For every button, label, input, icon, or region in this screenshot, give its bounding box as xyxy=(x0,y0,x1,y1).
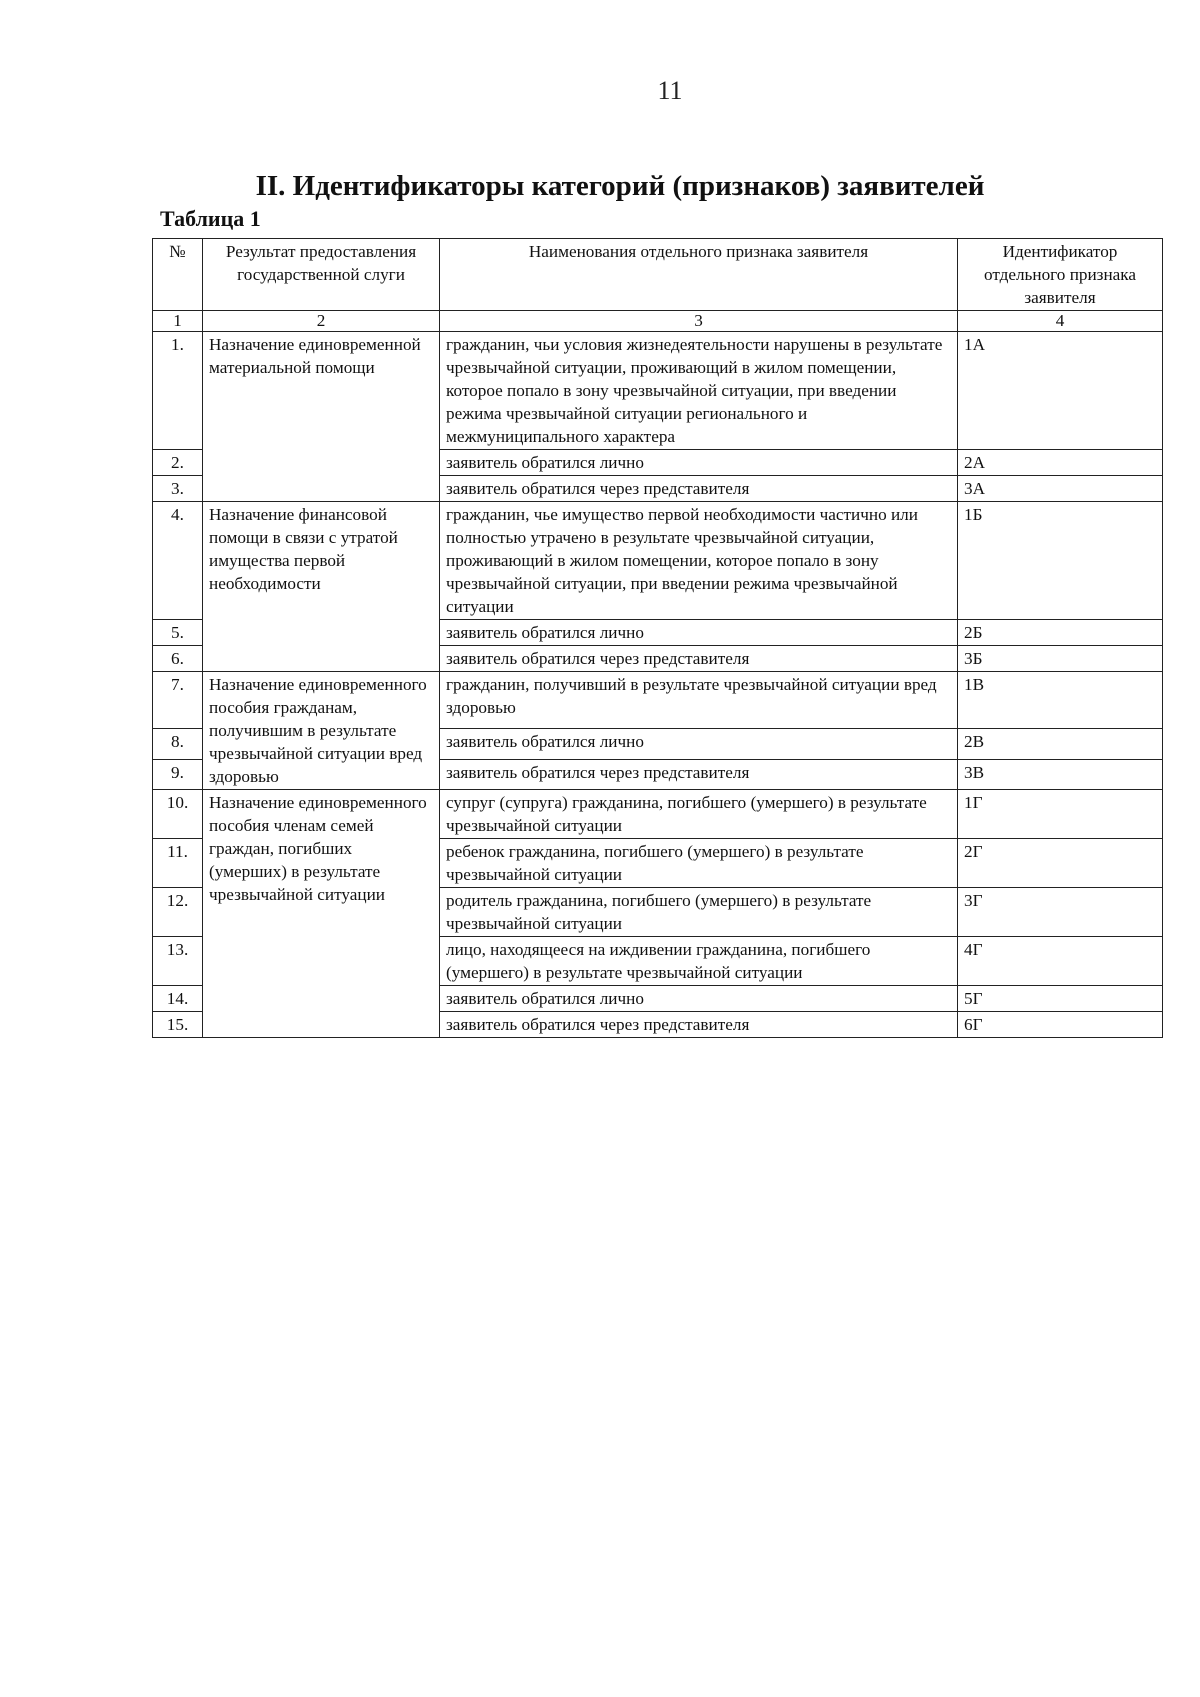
identifier-cell: 1В xyxy=(958,672,1163,729)
feature-name-cell: заявитель обратился лично xyxy=(440,986,958,1012)
feature-name-cell: гражданин, чьи условия жизнедеятельности нарушены в результате чрезвычайной ситуации, проживающий в жилом помещении, которое попало в зону чрезвычайной ситуации, при введении режима чрезвычайной ситуации регионального и межмуниципального характера xyxy=(440,332,958,450)
feature-name-cell: лицо, находящееся на иждивении гражданина, погибшего (умершего) в результате чрезвычайной ситуации xyxy=(440,937,958,986)
page-number: 11 xyxy=(657,76,683,105)
result-cell: Назначение финансовой помощи в связи с утратой имущества первой необходимости xyxy=(203,502,440,672)
identifier-cell: 3Г xyxy=(958,888,1163,937)
table-header-row xyxy=(153,239,1163,311)
row-number: 6. xyxy=(153,646,203,672)
identifier-cell: 1Б xyxy=(958,502,1163,620)
column-number-row xyxy=(153,311,1163,332)
feature-name-cell: гражданин, чье имущество первой необходимости частично или полностью утрачено в результате чрезвычайной ситуации, проживающий в жилом помещении, которое попало в зону чрезвычайной ситуации, при введении режима чрезвычайной ситуации xyxy=(440,502,958,620)
feature-name-cell: супруг (супруга) гражданина, погибшего (умершего) в результате чрезвычайной ситуации xyxy=(440,790,958,839)
header-feature-name: Наименования отдельного признака заявителя xyxy=(440,239,958,311)
row-number: 11. xyxy=(153,839,203,888)
identifier-cell: 2Б xyxy=(958,620,1163,646)
feature-name-cell: ребенок гражданина, погибшего (умершего) в результате чрезвычайной ситуации xyxy=(440,839,958,888)
identifier-cell: 2А xyxy=(958,450,1163,476)
feature-name-cell: заявитель обратился через представителя xyxy=(440,646,958,672)
feature-name-cell: заявитель обратился лично xyxy=(440,450,958,476)
section-title: II. Идентификаторы категорий (признаков) заявителей xyxy=(255,170,985,202)
applicant-identifiers-table xyxy=(152,238,1163,1038)
column-number: 2 xyxy=(203,311,440,332)
result-cell: Назначение единовременного пособия членам семей граждан, погибших (умерших) в результате чрезвычайной ситуации xyxy=(203,790,440,1038)
row-number: 4. xyxy=(153,502,203,620)
header-result: Результат предоставления государственной слуги xyxy=(203,239,440,311)
feature-name-cell: заявитель обратился через представителя xyxy=(440,476,958,502)
table-caption: Таблица 1 xyxy=(160,206,261,231)
result-cell: Назначение единовременной материальной помощи xyxy=(203,332,440,502)
row-number: 15. xyxy=(153,1012,203,1038)
row-number: 13. xyxy=(153,937,203,986)
feature-name-cell: родитель гражданина, погибшего (умершего) в результате чрезвычайной ситуации xyxy=(440,888,958,937)
identifier-cell: 4Г xyxy=(958,937,1163,986)
row-number: 9. xyxy=(153,759,203,789)
header-number: № xyxy=(153,239,203,311)
identifier-cell: 2В xyxy=(958,729,1163,759)
row-number: 7. xyxy=(153,672,203,729)
row-number: 12. xyxy=(153,888,203,937)
identifier-cell: 1А xyxy=(958,332,1163,450)
feature-name-cell: гражданин, получивший в результате чрезвычайной ситуации вред здоровью xyxy=(440,672,958,729)
row-number: 14. xyxy=(153,986,203,1012)
identifier-cell: 3В xyxy=(958,759,1163,789)
result-cell: Назначение единовременного пособия гражданам, получившим в результате чрезвычайной ситуации вред здоровью xyxy=(203,672,440,790)
row-number: 5. xyxy=(153,620,203,646)
column-number: 3 xyxy=(440,311,958,332)
identifier-cell: 5Г xyxy=(958,986,1163,1012)
row-number: 8. xyxy=(153,729,203,759)
header-identifier: Идентификатор отдельного признака заявителя xyxy=(958,239,1163,311)
identifier-cell: 3Б xyxy=(958,646,1163,672)
column-number: 1 xyxy=(153,311,203,332)
feature-name-cell: заявитель обратился лично xyxy=(440,620,958,646)
identifier-cell: 2Г xyxy=(958,839,1163,888)
column-number: 4 xyxy=(958,311,1163,332)
table-row xyxy=(153,790,1163,839)
identifier-cell: 3А xyxy=(958,476,1163,502)
row-number: 2. xyxy=(153,450,203,476)
table-row xyxy=(153,672,1163,729)
row-number: 10. xyxy=(153,790,203,839)
feature-name-cell: заявитель обратился лично xyxy=(440,729,958,759)
feature-name-cell: заявитель обратился через представителя xyxy=(440,759,958,789)
row-number: 3. xyxy=(153,476,203,502)
table-row xyxy=(153,332,1163,450)
identifier-cell: 6Г xyxy=(958,1012,1163,1038)
identifier-cell: 1Г xyxy=(958,790,1163,839)
feature-name-cell: заявитель обратился через представителя xyxy=(440,1012,958,1038)
row-number: 1. xyxy=(153,332,203,450)
table-row xyxy=(153,502,1163,620)
